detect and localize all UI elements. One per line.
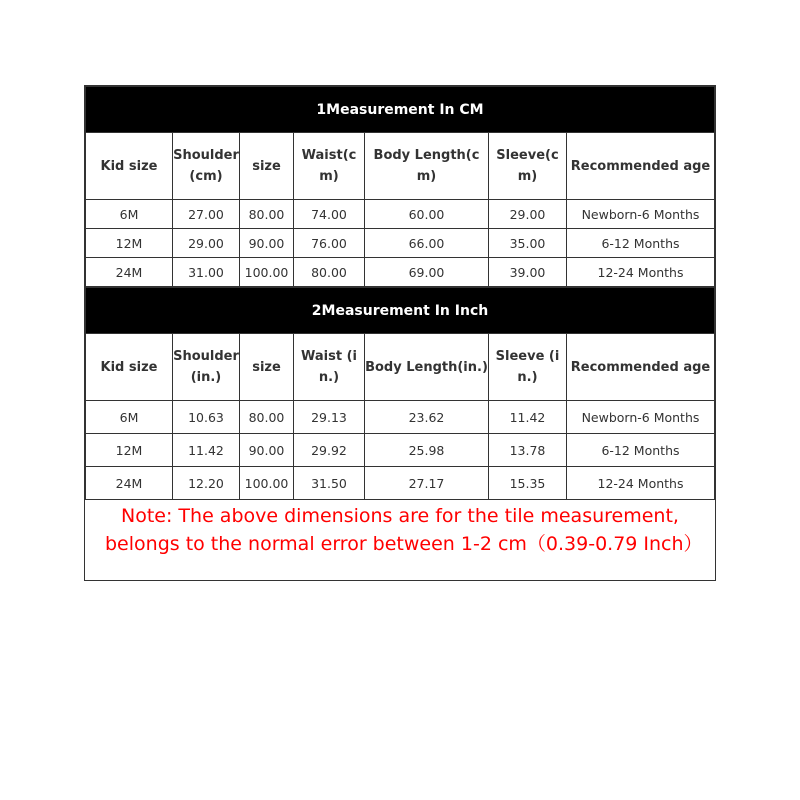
table-cell: 6-12 Months: [567, 434, 715, 467]
table-row: [86, 467, 715, 500]
table-cell: 90.00: [240, 229, 294, 258]
column-header: Recommended age: [567, 334, 715, 401]
table-cell: 27.17: [365, 467, 489, 500]
table-cell: 10.63: [173, 401, 240, 434]
table-cell: 6M: [86, 200, 173, 229]
table-cell: 31.50: [294, 467, 365, 500]
table-cell: 6-12 Months: [567, 229, 715, 258]
table-cell: 39.00: [489, 258, 567, 287]
size-chart: [84, 85, 716, 581]
table-cell: Newborn-6 Months: [567, 401, 715, 434]
table-cell: 27.00: [173, 200, 240, 229]
header-row: [86, 334, 715, 401]
table-cell: Newborn-6 Months: [567, 200, 715, 229]
table-cell: 25.98: [365, 434, 489, 467]
column-header: Kid size: [86, 334, 173, 401]
table-cell: 13.78: [489, 434, 567, 467]
table-cell: 29.00: [489, 200, 567, 229]
table-cell: 66.00: [365, 229, 489, 258]
table-cell: 29.00: [173, 229, 240, 258]
measurement-note: Note: The above dimensions are for the tile measurement, belongs to the normal error between 1-2 cm（0.39-0.79 Inch）: [105, 505, 703, 555]
table-cell: 80.00: [294, 258, 365, 287]
table-cell: 12.20: [173, 467, 240, 500]
column-header: Kid size: [86, 133, 173, 200]
table-row: [86, 258, 715, 287]
table-cell: 24M: [86, 467, 173, 500]
column-header: Waist(cm): [294, 133, 365, 200]
table-row: [86, 229, 715, 258]
table-cell: 31.00: [173, 258, 240, 287]
table-cell: 80.00: [240, 401, 294, 434]
table-cell: 80.00: [240, 200, 294, 229]
table-row: [86, 401, 715, 434]
column-header: Body Length(in.): [365, 334, 489, 401]
inch-measurement-table: [85, 287, 715, 500]
column-header: Sleeve (in.): [489, 334, 567, 401]
table-cell: 29.13: [294, 401, 365, 434]
column-header: size: [240, 133, 294, 200]
table-cell: 23.62: [365, 401, 489, 434]
table-cell: 12M: [86, 434, 173, 467]
table-cell: 100.00: [240, 258, 294, 287]
column-header: Recommended age: [567, 133, 715, 200]
table-cell: 11.42: [489, 401, 567, 434]
table-cell: 60.00: [365, 200, 489, 229]
table-row: [86, 200, 715, 229]
table-cell: 76.00: [294, 229, 365, 258]
table-cell: 69.00: [365, 258, 489, 287]
table-cell: 35.00: [489, 229, 567, 258]
table-cell: 29.92: [294, 434, 365, 467]
column-header: Body Length(cm): [365, 133, 489, 200]
table-cell: 24M: [86, 258, 173, 287]
column-header: size: [240, 334, 294, 401]
table-row: [86, 434, 715, 467]
table-cell: 12-24 Months: [567, 467, 715, 500]
cm-measurement-table: [85, 86, 715, 287]
column-header: Shoulder(cm): [173, 133, 240, 200]
table-title: 1Measurement In CM: [86, 87, 715, 133]
table-cell: 74.00: [294, 200, 365, 229]
table-cell: 6M: [86, 401, 173, 434]
header-row: [86, 133, 715, 200]
column-header: Sleeve(cm): [489, 133, 567, 200]
column-header: Shoulder(in.): [173, 334, 240, 401]
table-cell: 15.35: [489, 467, 567, 500]
table-cell: 12M: [86, 229, 173, 258]
column-header: Waist (in.): [294, 334, 365, 401]
table-cell: 12-24 Months: [567, 258, 715, 287]
table-title: 2Measurement In Inch: [86, 288, 715, 334]
table-cell: 100.00: [240, 467, 294, 500]
table-cell: 90.00: [240, 434, 294, 467]
table-cell: 11.42: [173, 434, 240, 467]
